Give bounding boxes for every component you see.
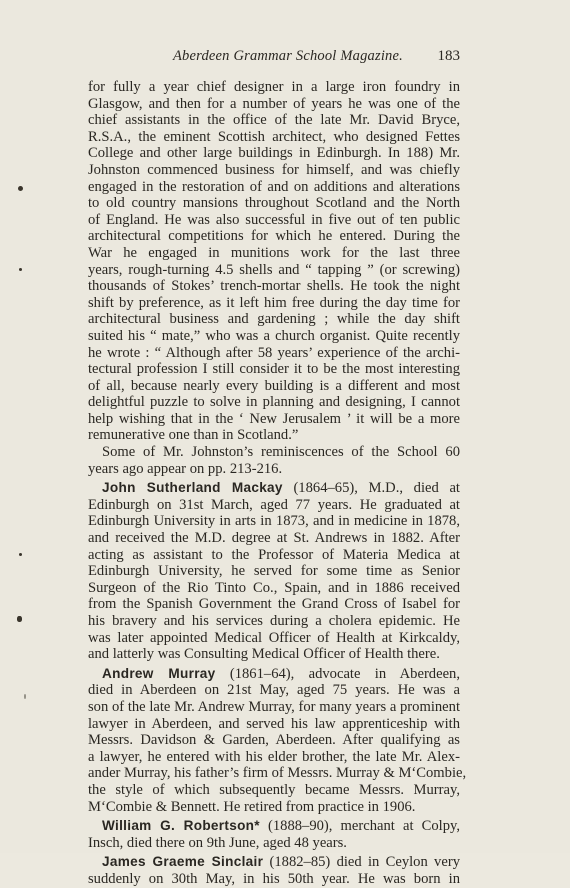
obituary-sinclair bbox=[88, 854, 460, 887]
text-line: his bravery and his services during a cholera epidemic. He bbox=[88, 613, 460, 629]
text-line: M‘Combie & Bennett. He retired from practice in 1906. bbox=[88, 798, 416, 815]
text-line: son of the late Mr. Andrew Murray, for many years a prominent bbox=[88, 698, 460, 715]
body-text bbox=[88, 79, 467, 888]
text-line: Edinburgh University, he served for some time as Senior bbox=[88, 563, 460, 580]
text-run: (1864–65), M.D., died at bbox=[282, 480, 460, 497]
text-line: tectural profession I still consider it to be the most interesting bbox=[88, 361, 460, 378]
text-run: (1888–90), merchant at Colpy, bbox=[259, 818, 460, 835]
text-line: architectural business and gardening ; while the day shift bbox=[88, 311, 460, 328]
text-line: suddenly on 30th May, in his 50th year. He was born in bbox=[88, 870, 460, 887]
text-line bbox=[88, 666, 460, 683]
text-line: thousands of Stokes’ trench-mortar shells. He took the night bbox=[88, 278, 460, 295]
text-line: Glasgow, and then for a number of years he was one of the bbox=[88, 95, 460, 112]
text-line: Messrs. Davidson & Garden, Aberdeen. After qualifying as bbox=[88, 732, 460, 749]
running-title: Aberdeen Grammar School Magazine. bbox=[173, 48, 403, 64]
text-line: Insch, died there on 9th June, aged 48 years. bbox=[88, 834, 347, 851]
text-line: and latterly was Consulting Medical Officer of Health there. bbox=[88, 646, 440, 663]
text-line: ander Murray, his father’s firm of Messrs. Murray & M‘Combie, bbox=[88, 765, 467, 782]
text-line bbox=[88, 854, 460, 871]
margin-blemish bbox=[17, 616, 22, 622]
margin-blemish bbox=[19, 553, 22, 556]
text-line: College and other large buildings in Edinburgh. In 188) Mr. bbox=[88, 145, 460, 162]
text-line: delightful puzzle to solve in planning and designing, I cannot bbox=[88, 394, 460, 411]
text-line: remunerative one than in Scotland.” bbox=[88, 427, 299, 444]
text-line: Edinburgh University in arts in 1873, and in medicine in 1878, bbox=[88, 513, 460, 530]
margin-blemish bbox=[24, 694, 26, 699]
text-line: of England. He was also successful in five out of ten public bbox=[88, 211, 460, 228]
text-line: Johnston commenced business for himself, and was chiefly bbox=[88, 161, 460, 178]
paragraph-johnston-career bbox=[88, 79, 460, 444]
obituary-murray bbox=[88, 665, 467, 815]
text-line: help wishing that in the ‘ New Jerusalem ’ it will be a more bbox=[88, 410, 460, 427]
text-line: for fully a year chief designer in a large iron foundry in bbox=[88, 79, 460, 95]
text-line: Some of Mr. Johnston’s reminiscences of the School 60 bbox=[102, 444, 460, 461]
text-line: Surgeon of the Rio Tinto Co., Spain, and in 1886 received bbox=[88, 579, 460, 596]
obituary-name: William G. Robertson* bbox=[102, 818, 260, 834]
text-line: years, rough-turning 4.5 shells and “ tapping ” (or screwing) bbox=[88, 261, 460, 278]
text-line: years ago appear on pp. 213-216. bbox=[88, 460, 283, 477]
text-run: (1861–64), advocate in Aberdeen, bbox=[215, 665, 461, 682]
text-line: from the Spanish Government the Grand Cross of Isabel for bbox=[88, 596, 460, 613]
text-line: Edinburgh on 31st March, aged 77 years. He graduated at bbox=[88, 496, 460, 513]
obituary-name: John Sutherland Mackay bbox=[102, 480, 283, 496]
margin-blemish bbox=[18, 186, 23, 191]
text-line: to old country mansions throughout Scotland and the North bbox=[88, 195, 460, 212]
obituary-name: Andrew Murray bbox=[102, 665, 216, 681]
text-line: acting as assistant to the Professor of Materia Medica at bbox=[88, 546, 460, 563]
paragraph-reminiscences bbox=[88, 444, 460, 477]
text-line: a lawyer, he entered with his elder brother, the late Mr. Alex- bbox=[88, 748, 460, 765]
text-line: of all, because nearly every building is a different and most bbox=[88, 377, 460, 394]
obituary-robertson bbox=[88, 818, 460, 851]
text-line: was later appointed Medical Officer of Health at Kirkcaldy, bbox=[88, 629, 460, 646]
page-number: 183 bbox=[437, 48, 460, 64]
text-line bbox=[88, 480, 460, 497]
text-line: engaged in the restoration of and on additions and alterations bbox=[88, 178, 460, 195]
text-line: R.S.A., the eminent Scottish architect, who designed Fettes bbox=[88, 128, 460, 145]
text-line: suited his “ mate,” who was a church organist. Quite recently bbox=[88, 327, 460, 344]
text-line: architectural competitions for which he entered. During the bbox=[88, 228, 460, 245]
text-line: lawyer in Aberdeen, and served his law apprenticeship with bbox=[88, 715, 460, 732]
text-line bbox=[88, 818, 460, 835]
margin-blemish bbox=[19, 268, 22, 271]
text-line: and received the M.D. degree at St. Andrews in 1882. After bbox=[88, 530, 460, 547]
text-line: died in Aberdeen on 21st May, aged 75 years. He was a bbox=[88, 682, 460, 699]
text-line: War he engaged in munitions work for the last three bbox=[88, 244, 460, 261]
obituary-name: James Graeme Sinclair bbox=[102, 854, 264, 870]
text-line: shift by preference, as it left him free during the day time for bbox=[88, 294, 460, 311]
text-line: chief assistants in the office of the late Mr. David Bryce, bbox=[88, 112, 460, 129]
text-line: he wrote : “ Although after 58 years’ experience of the archi- bbox=[88, 344, 460, 361]
obituary-mackay bbox=[88, 480, 460, 663]
text-line: the style of which subsequently became Messrs. Murray, bbox=[88, 781, 460, 798]
text-run: (1882–85) died in Ceylon very bbox=[263, 854, 460, 871]
running-header bbox=[88, 48, 460, 68]
